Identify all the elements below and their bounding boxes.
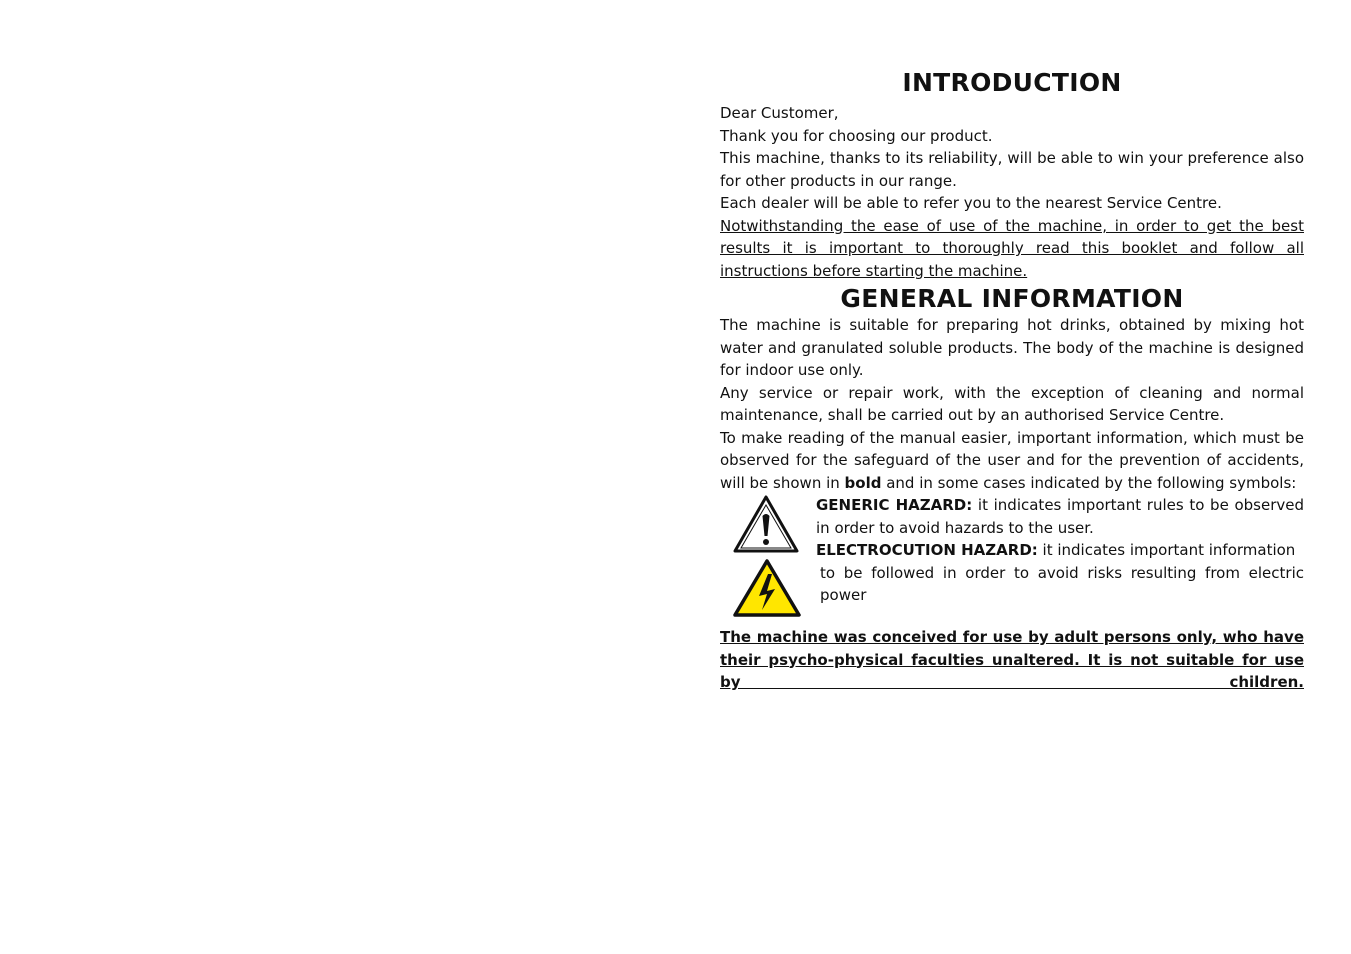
manual-page xyxy=(720,60,1304,694)
electrocution-hazard-description-cont: to be followed in order to avoid risks resulting from electric power xyxy=(820,563,1304,604)
generic-hazard-text xyxy=(816,494,1304,539)
electrocution-hazard-text xyxy=(816,539,1304,607)
reading-outro: and in some cases indicated by the following symbols: xyxy=(881,473,1297,492)
reliability-text: This machine, thanks to its reliability, will be able to win your preference also for other products in our range. xyxy=(720,149,1304,190)
greeting-text: Dear Customer, xyxy=(720,104,839,122)
general-information-title: GENERAL INFORMATION xyxy=(840,284,1184,313)
suitability-text: The machine is suitable for preparing hot drinks, obtained by mixing hot water and granulated soluble products. The body of the machine is designed for indoor use only. xyxy=(720,316,1304,379)
reading-info-text xyxy=(720,427,1304,495)
introduction-title: INTRODUCTION xyxy=(902,68,1122,97)
service-text: Any service or repair work, with the exception of cleaning and normal maintenance, shall be carried out by an authorised Service Centre. xyxy=(720,383,1304,424)
adult-use-warning: The machine was conceived for use by adult persons only, who have their psycho-physical faculties unaltered. It is not suitable for use by children. xyxy=(720,628,1304,691)
reading-bold-word: bold xyxy=(844,473,882,492)
dealer-text: Each dealer will be able to refer you to the nearest Service Centre. xyxy=(720,194,1222,212)
generic-hazard-label: GENERIC HAZARD: xyxy=(816,496,973,514)
read-booklet-notice: Notwithstanding the ease of use of the machine, in order to get the best results it is important to thoroughly read this booklet and follow all instructions before starting the machine. xyxy=(720,216,1304,280)
thanks-text: Thank you for choosing our product. xyxy=(720,126,993,145)
hazard-symbols xyxy=(720,494,1304,620)
electrocution-hazard-label: ELECTROCUTION HAZARD: xyxy=(816,541,1038,559)
exclamation-warning-icon xyxy=(732,494,800,561)
electrocution-hazard-description: it indicates important information xyxy=(1037,541,1296,559)
generic-hazard-description: it indicates important rules to be observed in order to avoid hazards to the user. xyxy=(816,496,1304,537)
reading-intro: To make reading of the manual easier, important information, which must be observed for the safeguard of the user and for the prevention of accidents, will be shown in xyxy=(720,428,1304,492)
electric-warning-icon xyxy=(732,558,802,625)
